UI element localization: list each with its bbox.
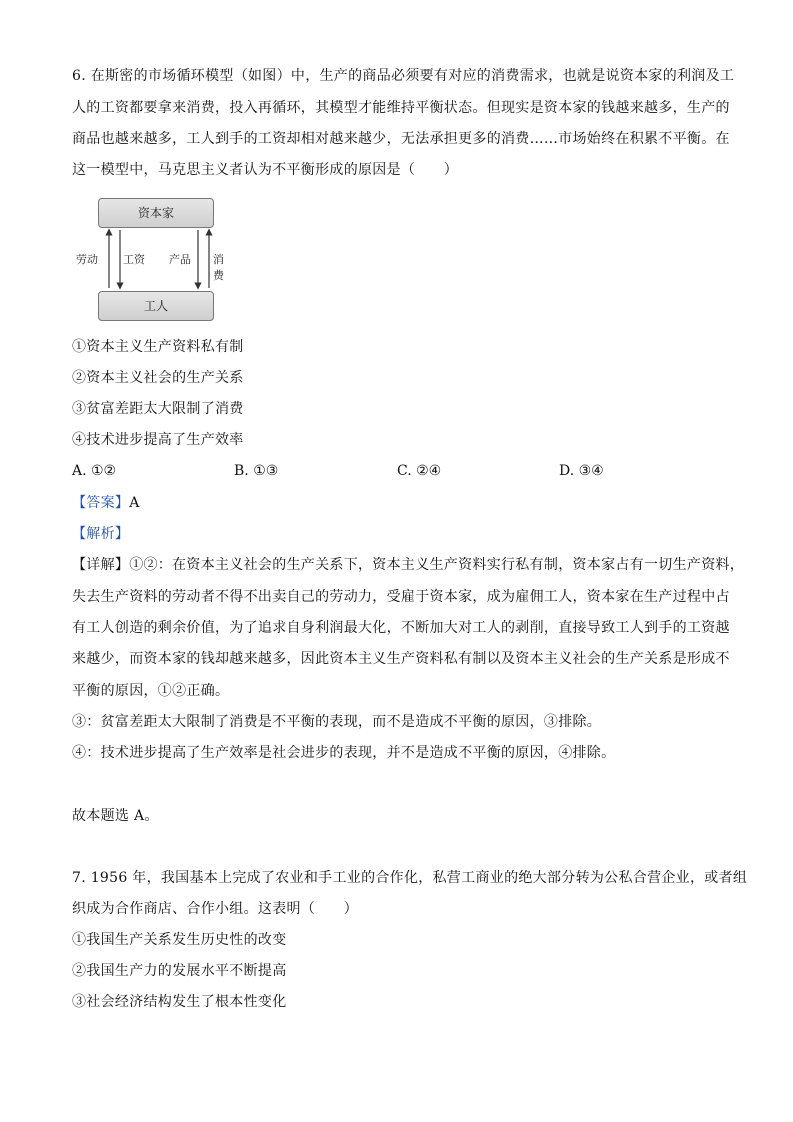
q6-detail-line-1 bbox=[72, 555, 744, 575]
answer-tag: 【答案】 bbox=[72, 495, 130, 511]
label-wage: 工资 bbox=[123, 253, 145, 266]
q6-statement-3: ③贫富差距太大限制了消费 bbox=[72, 401, 244, 417]
answer-value: A bbox=[129, 495, 140, 511]
q6-analysis-heading bbox=[72, 524, 129, 544]
q7-statement-1: ①我国生产关系发生历史性的改变 bbox=[72, 932, 287, 948]
q7-statement-2: ②我国生产力的发展水平不断提高 bbox=[72, 963, 287, 979]
q6-option-d: D. ③④ bbox=[559, 463, 604, 479]
q7-stem-line-2: 织成为合作商店、合作小组。这表明（ ） bbox=[72, 901, 358, 917]
q6-exclusion-4: ④：技术进步提高了生产效率是社会进步的表现，并不是造成不平衡的原因，④排除。 bbox=[72, 745, 616, 761]
worker-box: 工人 bbox=[98, 291, 214, 321]
q6-detail-line-5: 平衡的原因，①②正确。 bbox=[72, 683, 230, 699]
q6-stem-line-4: 这一模型中，马克思主义者认为不平衡形成的原因是（ ） bbox=[72, 162, 459, 178]
q6-statement-2: ②资本主义社会的生产关系 bbox=[72, 370, 244, 386]
q6-statement-4: ④技术进步提高了生产效率 bbox=[72, 432, 244, 448]
q6-stem-line-3: 商品也越来越多，工人到手的工资却相对越来越少，无法承担更多的消费……市场始终在积累不平衡。在 bbox=[72, 131, 730, 147]
label-labor: 劳动 bbox=[76, 253, 98, 266]
q6-option-c: C. ②④ bbox=[397, 463, 442, 479]
detail-text-1: ①②：在资本主义社会的生产关系下，资本主义生产资料实行私有制，资本家占有一切生产资料， bbox=[129, 557, 745, 573]
label-consumption: 消费 bbox=[213, 253, 224, 282]
market-cycle-diagram bbox=[76, 196, 224, 326]
q6-detail-line-3: 有工人创造的剩余价值，为了追求自身利润最大化，不断加大对工人的剥削，直接导致工人到手的工资越 bbox=[72, 620, 730, 636]
q6-detail-line-4: 来越少，而资本家的钱却越来越多，因此资本主义生产资料私有制以及资本主义社会的生产关系是形成不 bbox=[72, 651, 730, 667]
capitalist-box: 资本家 bbox=[98, 198, 214, 228]
q6-stem-line-1: 6. 在斯密的市场循环模型（如图）中，生产的商品必须要有对应的消费需求，也就是说资本家的利润及工 bbox=[72, 68, 735, 84]
q7-stem-line-1: 7. 1956 年，我国基本上完成了农业和手工业的合作化，私营工商业的绝大部分转为公私合营企业，或者组 bbox=[72, 870, 748, 886]
q6-option-a: A. ①② bbox=[72, 463, 117, 479]
q6-detail-line-2: 失去生产资料的劳动者不得不出卖自己的劳动力，受雇于资本家，成为雇佣工人，资本家在生产过程中占 bbox=[72, 589, 730, 605]
q6-conclusion: 故本题选 A。 bbox=[72, 808, 159, 824]
label-product: 产品 bbox=[169, 253, 191, 266]
q6-statement-1: ①资本主义生产资料私有制 bbox=[72, 339, 244, 355]
q7-statement-3: ③社会经济结构发生了根本性变化 bbox=[72, 994, 287, 1010]
analysis-tag: 【解析】 bbox=[72, 526, 130, 542]
q6-answer bbox=[72, 493, 140, 513]
detail-tag: 【详解】 bbox=[72, 557, 130, 573]
q6-option-b: B. ①③ bbox=[234, 463, 279, 479]
q6-exclusion-3: ③：贫富差距太大限制了消费是不平衡的表现，而不是造成不平衡的原因，③排除。 bbox=[72, 714, 602, 730]
q6-stem-line-2: 人的工资都要拿来消费，投入再循环，其模型才能维持平衡状态。但现实是资本家的钱越来越多，生产的 bbox=[72, 100, 730, 116]
